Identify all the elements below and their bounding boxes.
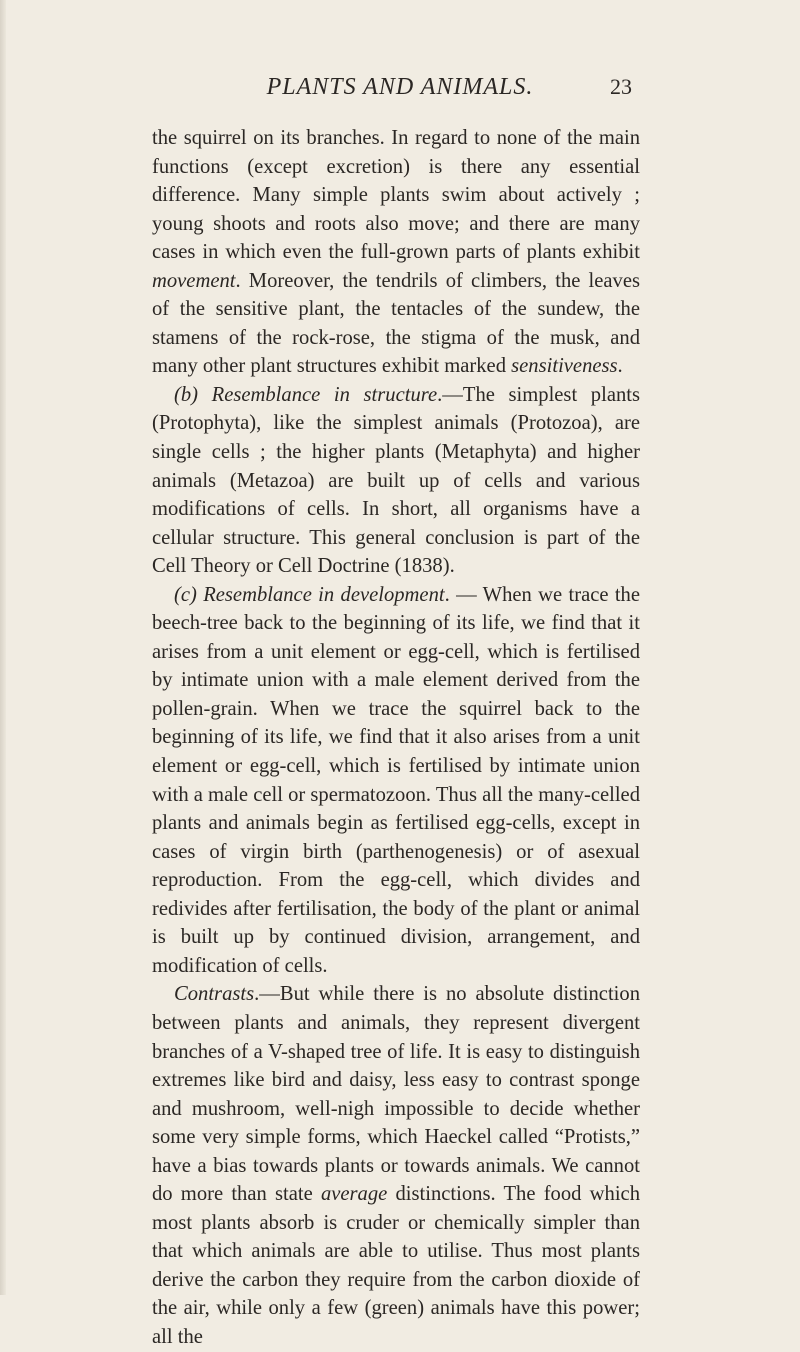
section-heading-italic: (b) Resemblance in structure <box>174 383 438 406</box>
page-header <box>0 74 800 104</box>
paragraph-resemblance-structure <box>152 381 640 581</box>
page-number: 23 <box>610 74 632 99</box>
paragraph-continuation <box>152 124 640 381</box>
text-segment: the squirrel on its branches. In regard to none of the main functions (except excretion) is there any essential difference. Many simple plants swim about actively ; young shoots and roots also move; and there are many cases in which even the full-grown parts of plants exhibit <box>152 127 640 264</box>
page-edge-shadow <box>0 0 6 1295</box>
running-title: PLANTS AND ANIMALS. <box>266 74 534 100</box>
paragraph-contrasts <box>152 980 640 1351</box>
section-heading-italic: Contrasts <box>174 983 255 1006</box>
text-segment: .—But while there is no absolute distinction between plants and animals, they represent divergent branches of a V-shaped tree of life. It is easy to distinguish extremes like bird and daisy, less easy to contrast sponge and mushroom, well-nigh impossible to decide whether some very simple forms, which Haeckel called “Protists,” have a bias towards plants or towards animals. We cannot do more than state <box>152 983 640 1206</box>
text-segment: . — When we trace the beech-tree back to the beginning of its life, we find that it arises from a unit element or egg-cell, which is fertilised by intimate union with a male element derived from the pollen-grain. When we trace the squirrel back to the beginning of its life, we find that it also arises from a unit element or egg-cell, which is fertilised by intimate union with a male cell or spermatozoon. Thus all the many-celled plants and animals begin as fertilised egg-cells, except in cases of virgin birth (parthenogenesis) or of asexual reproduction. From the egg-cell, which divides and redivides after fertilisation, the body of the plant or animal is built up by continued division, arrangement, and modification of cells. <box>152 583 640 977</box>
paragraph-resemblance-development <box>152 581 640 981</box>
text-segment: . <box>617 355 623 378</box>
text-segment: . Moreover, the tendrils of climbers, the leaves of the sensitive plant, the tentacles of the sundew, the stamens of the rock-rose, the stigma of the musk, and many other plant structures exhibit marked <box>152 269 640 378</box>
body-text <box>152 124 640 1352</box>
text-segment: .—The simplest plants (Protophyta), like the simplest animals (Protozoa), are single cells ; the higher plants (Metaphyta) and higher animals (Metazoa) are built up of cells and various modifications of cells. In short, all organisms have a cellular structure. This general conclusion is part of the Cell Theory or Cell Doctrine (1838). <box>152 383 640 578</box>
text-segment-italic: average <box>320 1183 388 1206</box>
text-segment: distinctions. The food which most plants absorb is cruder or chemically simpler than that which animals are able to utilise. Thus most plants derive the carbon they require from the carbon dioxide of the air, while only a few (green) animals have this power; all the <box>152 1183 640 1348</box>
text-segment-italic: sensitiveness <box>511 355 618 378</box>
section-heading-italic: (c) Resemblance in development <box>174 583 445 606</box>
text-segment-italic: movement <box>152 269 236 292</box>
